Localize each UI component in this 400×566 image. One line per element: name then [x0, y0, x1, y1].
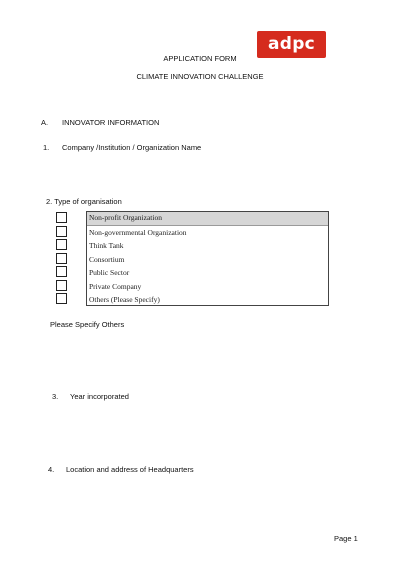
section-a-letter: A.: [41, 118, 49, 127]
checkbox-non-governmental[interactable]: [56, 226, 67, 237]
q1-number: 1.: [43, 143, 50, 152]
checkbox-non-profit[interactable]: [56, 212, 67, 223]
specify-others-label: Please Specify Others: [50, 320, 125, 329]
option-others[interactable]: Others (Please Specify): [89, 295, 160, 304]
option-think-tank[interactable]: Think Tank: [89, 241, 124, 250]
checkbox-public-sector[interactable]: [56, 266, 67, 277]
checkbox-others[interactable]: [56, 293, 67, 304]
checkbox-think-tank[interactable]: [56, 239, 67, 250]
organisation-type-list[interactable]: [86, 211, 329, 306]
checkbox-consortium[interactable]: [56, 253, 67, 264]
option-non-governmental[interactable]: Non-governmental Organization: [89, 227, 187, 237]
option-public-sector[interactable]: Public Sector: [89, 268, 130, 277]
q2-label: 2. Type of organisation: [46, 197, 122, 206]
q1-label: Company /Institution / Organization Name: [62, 143, 202, 152]
logo-text: adpc: [267, 34, 316, 54]
q4-number: 4.: [48, 465, 55, 474]
q4-label: Location and address of Headquarters: [66, 465, 194, 474]
checkbox-private-company[interactable]: [56, 280, 67, 291]
option-consortium[interactable]: Consortium: [89, 254, 125, 264]
section-a-title: INNOVATOR INFORMATION: [62, 118, 160, 127]
option-private-company[interactable]: Private Company: [89, 281, 142, 291]
page-number: Page 1: [334, 534, 358, 543]
form-title: APPLICATION FORM: [163, 54, 237, 63]
option-non-profit[interactable]: Non-profit Organization: [87, 212, 328, 226]
q3-number: 3.: [52, 392, 59, 401]
q3-label: Year incorporated: [70, 392, 129, 401]
challenge-title: CLIMATE INNOVATION CHALLENGE: [136, 72, 264, 81]
